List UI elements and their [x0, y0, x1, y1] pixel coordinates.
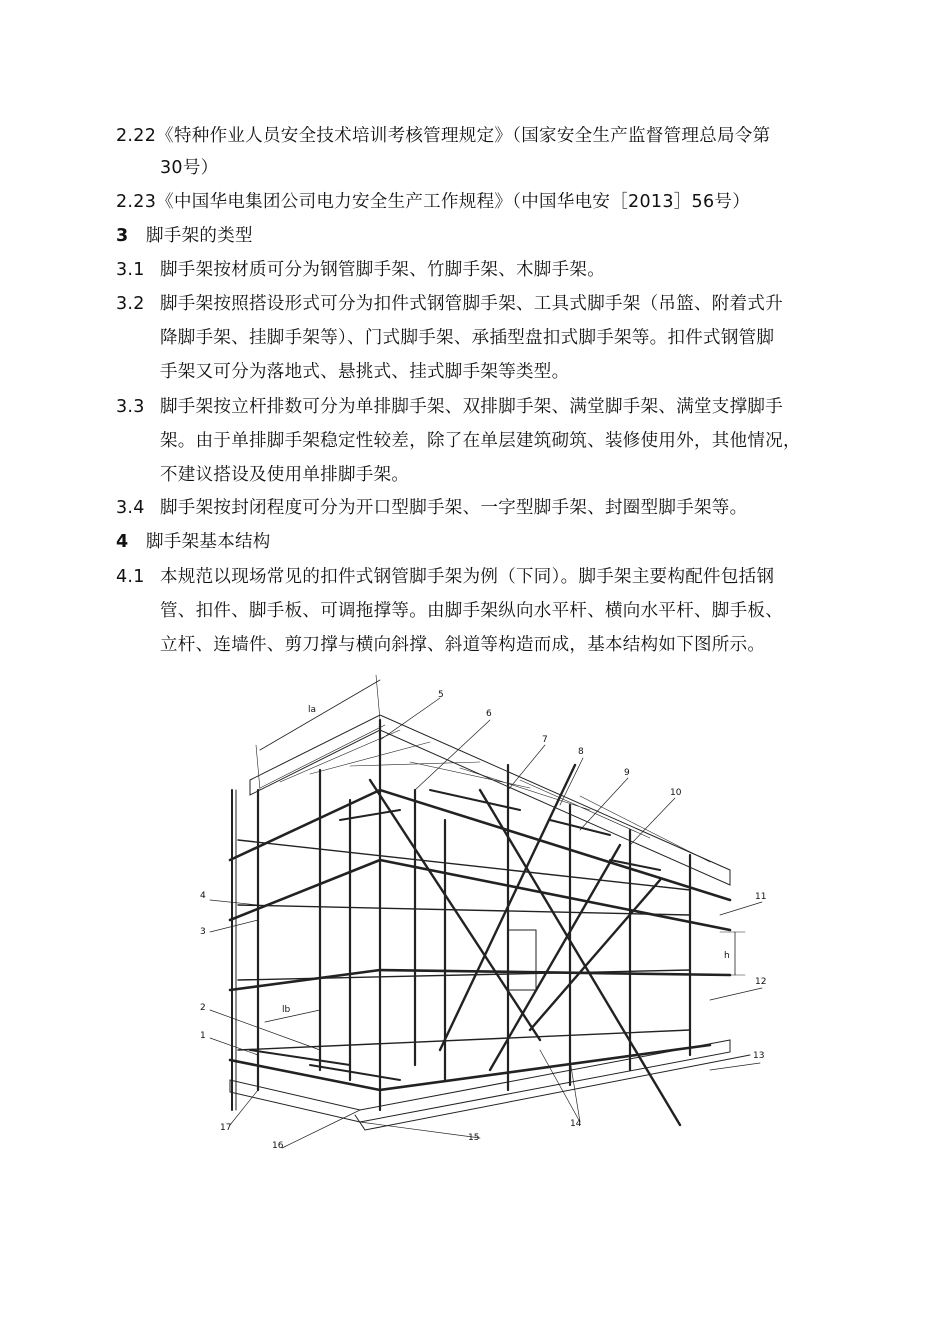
callout-1: 1 — [200, 1031, 206, 1041]
callout-12: 12 — [755, 977, 767, 987]
item-3-2-number: 3.2 — [116, 294, 145, 314]
transoms — [250, 790, 660, 1080]
ref-2-22-line2: 30号） — [160, 158, 219, 178]
standards — [258, 720, 690, 1110]
item-3-1-number: 3.1 — [116, 260, 145, 280]
item-4-1-line2: 管、扣件、脚手板、可调拖撑等。由脚手架纵向水平杆、横向水平杆、脚手板、 — [160, 601, 783, 621]
eave-hatch — [260, 725, 710, 862]
leader-lines — [210, 698, 765, 1148]
section-3-number: 3 — [116, 226, 129, 246]
callout-2: 2 — [200, 1003, 206, 1013]
section-4-title: 脚手架基本结构 — [146, 532, 271, 552]
callout-10: 10 — [670, 788, 682, 798]
item-3-2-line1: 脚手架按照搭设形式可分为扣件式钢管脚手架、工具式脚手架（吊篮、附着式升 — [160, 294, 783, 314]
ledgers — [230, 790, 730, 1090]
item-3-3-line3: 不建议搭设及使用单排脚手架。 — [160, 465, 410, 485]
callout-15: 15 — [468, 1133, 480, 1143]
item-3-2-line3: 手架又可分为落地式、悬挑式、挂式脚手架等类型。 — [160, 362, 570, 382]
callout-6: 6 — [486, 709, 492, 719]
window-opening — [508, 930, 536, 990]
item-4-1-line1: 本规范以现场常见的扣件式钢管脚手架为例（下同）。脚手架主要构配件包括钢 — [160, 567, 775, 587]
item-3-4-text: 脚手架按封闭程度可分为开口型脚手架、一字型脚手架、封圈型脚手架等。 — [160, 498, 748, 518]
ref-2-23: 2.23《中国华电集团公司电力安全生产工作规程》（中国华电安［2013］56号） — [116, 192, 751, 212]
scaffold-drawing — [190, 670, 770, 1160]
callout-14: 14 — [570, 1119, 582, 1129]
dim-lb-line — [265, 1010, 320, 1022]
eave-outline — [250, 715, 730, 885]
scaffold-structure-diagram — [190, 670, 770, 1160]
item-3-3-line1: 脚手架按立杆排数可分为单排脚手架、双排脚手架、满堂脚手架、满堂支撑脚手 — [160, 397, 783, 417]
item-3-1-text: 脚手架按材质可分为钢管脚手架、竹脚手架、木脚手架。 — [160, 260, 605, 280]
item-3-3-number: 3.3 — [116, 397, 145, 417]
callout-8: 8 — [578, 747, 584, 757]
callout-9: 9 — [624, 768, 630, 778]
dimension-lb-label: lb — [282, 1005, 291, 1015]
section-4-number: 4 — [116, 532, 129, 552]
callout-11: 11 — [755, 892, 767, 902]
callout-3: 3 — [200, 927, 206, 937]
dimension-h-label: h — [724, 951, 730, 961]
item-4-1-line3: 立杆、连墙件、剪刀撑与横向斜撑、斜道等构造而成，基本结构如下图所示。 — [160, 635, 766, 655]
dimension-la-label: la — [308, 705, 317, 715]
callout-5: 5 — [438, 690, 444, 700]
callout-17: 17 — [220, 1123, 232, 1133]
item-3-2-line2: 降脚手架、挂脚手架等）、门式脚手架、承插型盘扣式脚手架等。扣件式钢管脚 — [160, 328, 775, 348]
callout-16: 16 — [272, 1141, 284, 1151]
item-3-3-line2: 架。由于单排脚手架稳定性较差，除了在单层建筑砌筑、装修使用外，其他情况， — [160, 431, 801, 451]
callout-13: 13 — [753, 1051, 765, 1061]
inner-ledgers — [238, 840, 690, 1050]
callout-4: 4 — [200, 891, 206, 901]
callout-7: 7 — [542, 735, 548, 745]
item-3-4-number: 3.4 — [116, 498, 145, 518]
ref-2-22-line1: 2.22《特种作业人员安全技术培训考核管理规定》（国家安全生产监督管理总局令第 — [116, 126, 771, 146]
section-3-title: 脚手架的类型 — [146, 226, 253, 246]
item-4-1-number: 4.1 — [116, 567, 145, 587]
